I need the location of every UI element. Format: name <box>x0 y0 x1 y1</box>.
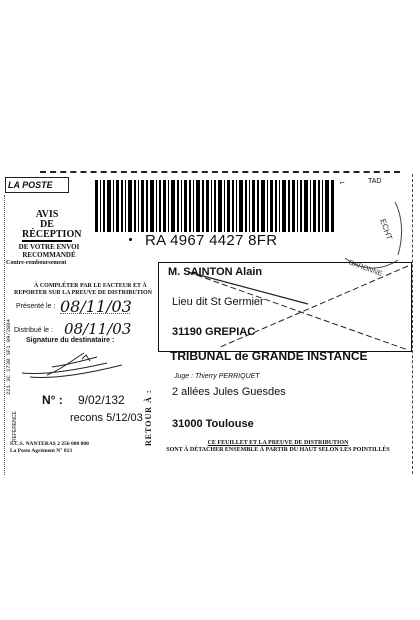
stamp-text-bottom: GARONNE <box>347 259 383 278</box>
envoi-line-2: RECOMMANDÉ <box>22 251 76 259</box>
sender-title: TRIBUNAL de GRANDE INSTANCE <box>170 349 368 363</box>
envoi-line-1: DE VOTRE ENVOI <box>18 243 80 251</box>
recipient-city: 31190 GREPIAC <box>172 326 256 338</box>
distribue-value: 08/11/03 <box>64 320 132 338</box>
n-label: N° : <box>42 393 63 407</box>
n-value: 9/02/132 <box>78 393 125 407</box>
signature-image <box>12 345 132 381</box>
instr-line-2: REPORTER SUR LA PREUVE DE DISTRIBUTION <box>14 290 152 296</box>
recommande-number: RA 4967 4427 8FR <box>145 232 278 249</box>
avis-title <box>22 209 82 242</box>
detach-line-1: CE FEUILLET ET LA PREUVE DE DISTRIBUTION <box>207 440 349 446</box>
perforation-top <box>40 171 400 173</box>
retour-label <box>142 368 156 448</box>
stamp-text-top: ECHT <box>378 217 395 242</box>
detach-instructions <box>148 440 408 454</box>
presente-label: Présenté le : <box>16 303 56 310</box>
detach-line-2: SONT À DÉTACHER ENSEMBLE À PARTIR DU HAUT SELON LES POINTILLÉS <box>166 447 390 453</box>
presente-value: 08/11/03 <box>60 297 132 316</box>
left-footer-line-2: La Poste Agrément N° 813 <box>10 448 73 454</box>
avis-line-1: AVIS <box>35 209 59 220</box>
recipient-name: M. SAINTON Alain <box>168 266 263 278</box>
left-footer <box>10 441 89 455</box>
recons-note: recons 5/12/03 <box>70 412 143 424</box>
bullet-dot-icon <box>129 238 132 241</box>
sender-label: Juge : Thierry PERRIQUET <box>174 373 260 380</box>
instructions <box>14 283 152 297</box>
recipient-street: Lieu dit St Germier <box>172 296 264 308</box>
vertical-code: 221 3C 1730 SF1 09/2004 <box>5 319 12 395</box>
left-footer-line-1: S.C.S. NANTERAS 2 256 000 000 <box>10 441 89 447</box>
corner-mark-icon: ⌐ <box>340 178 345 187</box>
barcode <box>95 180 335 232</box>
sender-street: 2 allées Jules Guesdes <box>172 386 286 398</box>
sender-city: 31000 Toulouse <box>172 418 254 430</box>
presente-line <box>60 313 130 314</box>
contre-remboursement: Contre-remboursement <box>6 260 67 266</box>
envoi-block <box>10 243 88 259</box>
retour-text: RETOUR À : <box>144 389 153 446</box>
la-poste-logo: LA POSTE <box>5 177 69 193</box>
avis-line-2: DE <box>40 219 54 230</box>
perforation-right <box>412 174 413 474</box>
signature-label: Signature du destinataire : <box>26 337 115 344</box>
tad-label: TAD <box>368 178 382 185</box>
reference-label: REFERENCE <box>12 411 18 442</box>
avis-line-3: RÉCEPTION <box>22 229 82 240</box>
instr-line-1: À COMPLÉTER PAR LE FACTEUR ET À <box>34 283 147 289</box>
distribue-label: Distribué le : <box>14 327 53 334</box>
